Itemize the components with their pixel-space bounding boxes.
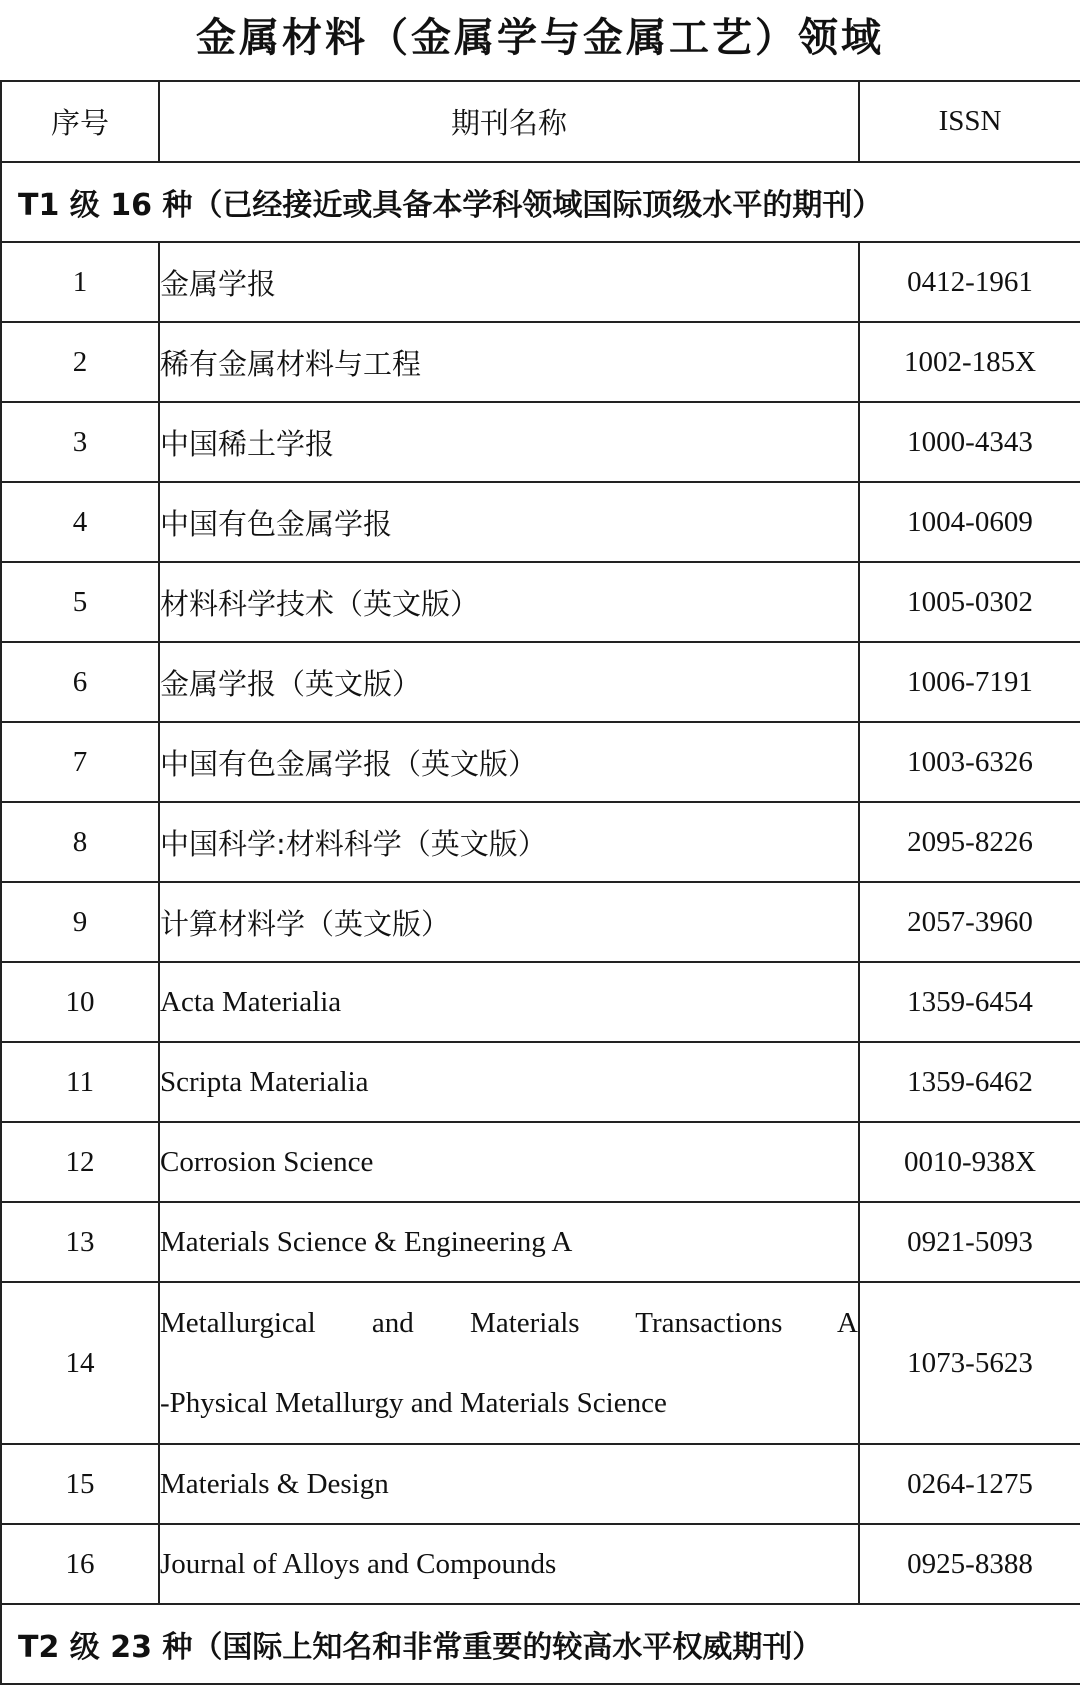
table-row — [1, 1282, 1080, 1444]
header-no: 序号 — [1, 81, 159, 162]
row-no: 6 — [1, 642, 159, 722]
row-name — [159, 1282, 859, 1444]
row-name: 金属学报 — [160, 266, 277, 301]
row-issn: 1003-6326 — [859, 722, 1080, 802]
table-row — [1, 722, 1080, 802]
row-name: 中国有色金属学报（英文版） — [160, 746, 538, 781]
row-issn: 0925-8388 — [859, 1524, 1080, 1604]
row-name: 稀有金属材料与工程 — [160, 346, 422, 381]
category-t2-label: T2 级 23 种（国际上知名和非常重要的较高水平权威期刊） — [1, 1604, 1080, 1684]
header-name: 期刊名称 — [159, 81, 859, 162]
table-row — [1, 1042, 1080, 1122]
row-no: 5 — [1, 562, 159, 642]
row-issn: 2057-3960 — [859, 882, 1080, 962]
table-row — [1, 962, 1080, 1042]
row-no: 9 — [1, 882, 159, 962]
table-row — [1, 1524, 1080, 1604]
row-issn: 1005-0302 — [859, 562, 1080, 642]
row-name: Materials & Design — [159, 1444, 859, 1524]
table-row — [1, 1202, 1080, 1282]
row-issn: 1004-0609 — [859, 482, 1080, 562]
row-no: 8 — [1, 802, 159, 882]
row-issn: 1073-5623 — [859, 1282, 1080, 1444]
category-row-t1 — [1, 162, 1080, 242]
table-header-row — [1, 81, 1080, 162]
row-issn: 0264-1275 — [859, 1444, 1080, 1524]
row-name: 中国科学:材料科学（英文版） — [160, 826, 547, 861]
header-issn: ISSN — [859, 81, 1080, 162]
table-row — [1, 1122, 1080, 1202]
table-row — [1, 322, 1080, 402]
row-no: 10 — [1, 962, 159, 1042]
category-row-t2 — [1, 1604, 1080, 1684]
row-issn: 1359-6454 — [859, 962, 1080, 1042]
row-no: 7 — [1, 722, 159, 802]
row-issn: 1000-4343 — [859, 402, 1080, 482]
row-name: Corrosion Science — [159, 1122, 859, 1202]
row-name: Scripta Materialia — [159, 1042, 859, 1122]
row-issn: 1359-6462 — [859, 1042, 1080, 1122]
table-row — [1, 482, 1080, 562]
row-issn: 1002-185X — [859, 322, 1080, 402]
row-no: 12 — [1, 1122, 159, 1202]
row-name: Journal of Alloys and Compounds — [159, 1524, 859, 1604]
row-name: 中国有色金属学报 — [160, 506, 393, 541]
row-name: Acta Materialia — [159, 962, 859, 1042]
row-no: 11 — [1, 1042, 159, 1122]
category-t1-label: T1 级 16 种（已经接近或具备本学科领域国际顶级水平的期刊） — [1, 162, 1080, 242]
row-no: 3 — [1, 402, 159, 482]
row-no: 1 — [1, 242, 159, 322]
table-row — [1, 402, 1080, 482]
row-name: 金属学报（英文版） — [160, 666, 422, 701]
row-issn: 0921-5093 — [859, 1202, 1080, 1282]
table-row — [1, 882, 1080, 962]
row-name: Materials Science & Engineering A — [159, 1202, 859, 1282]
row-name-line1: Metallurgical and Materials Transactions A — [160, 1307, 858, 1339]
row-no: 16 — [1, 1524, 159, 1604]
row-no: 4 — [1, 482, 159, 562]
row-name: 材料科学技术（英文版） — [160, 586, 480, 621]
journal-table — [0, 80, 1080, 1685]
row-no: 2 — [1, 322, 159, 402]
table-row — [1, 242, 1080, 322]
row-issn: 0412-1961 — [859, 242, 1080, 322]
table-row — [1, 562, 1080, 642]
row-name: 中国稀土学报 — [160, 426, 335, 461]
row-issn: 1006-7191 — [859, 642, 1080, 722]
row-no: 13 — [1, 1202, 159, 1282]
table-row — [1, 1444, 1080, 1524]
row-no: 14 — [1, 1282, 159, 1444]
row-name: 计算材料学（英文版） — [160, 906, 451, 941]
table-row — [1, 642, 1080, 722]
row-no: 15 — [1, 1444, 159, 1524]
page-title: 金属材料（金属学与金属工艺）领域 — [196, 15, 884, 61]
table-row — [1, 802, 1080, 882]
row-issn: 0010-938X — [859, 1122, 1080, 1202]
row-issn: 2095-8226 — [859, 802, 1080, 882]
row-name-line2: -Physical Metallurgy and Materials Science — [160, 1387, 667, 1419]
